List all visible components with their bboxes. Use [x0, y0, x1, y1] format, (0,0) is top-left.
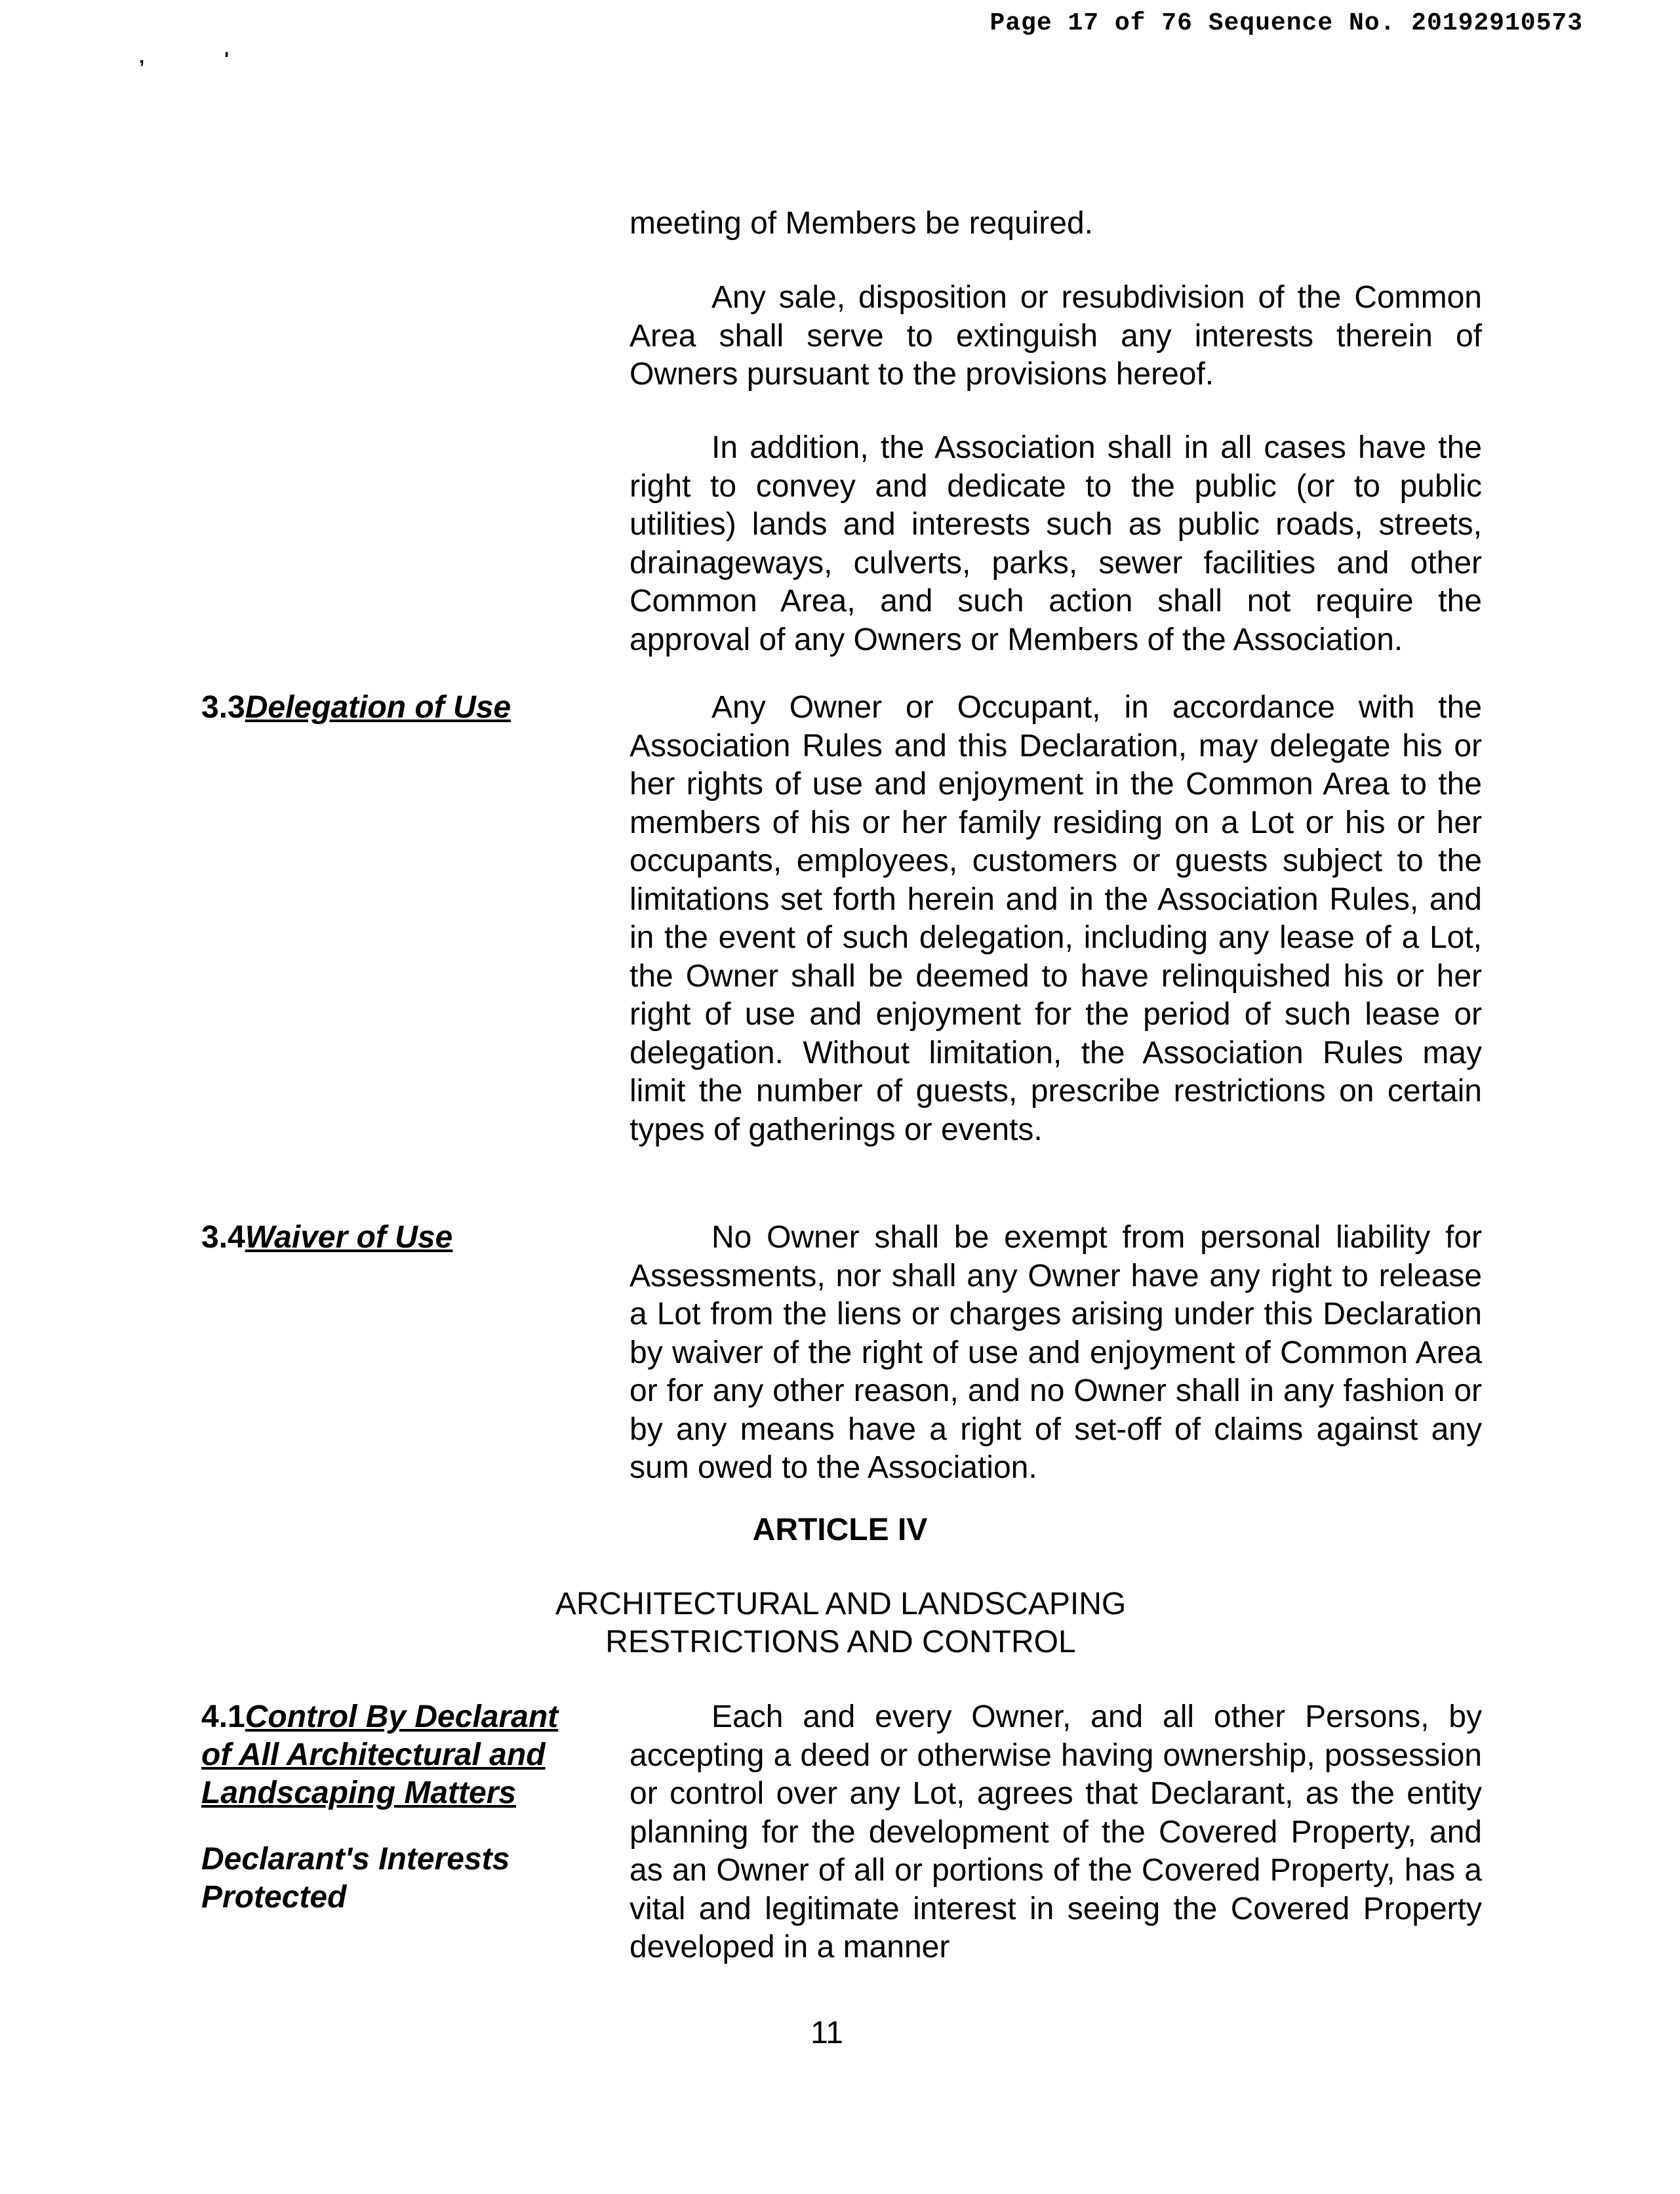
section-3-3-heading — [201, 689, 511, 727]
paragraph-conveyance-rights: In addition, the Association shall in all cases have the right to convey and dedicate to the public (or to public utilities) lands and interests such as public roads, streets, drainageways, culverts, parks, sewer facilities and other Common Area, and such action shall not require the approval of any Owners or Members of the Association. — [630, 430, 1482, 657]
section-title-line1: Control By Declarant — [245, 1699, 559, 1734]
paragraph-common-area-sale: Any sale, disposition or resubdivision of the Common Area shall serve to extinguish any interests therein of Owners pursuant to the provisions hereof. — [630, 280, 1482, 392]
scan-speck: ' — [224, 49, 230, 70]
section-title: Delegation of Use — [245, 690, 511, 725]
section-title-line3: Landscaping Matters — [201, 1776, 517, 1810]
section-3-4-heading — [201, 1219, 452, 1257]
page-number: 11 — [810, 2016, 843, 2050]
paragraph-delegation-of-use: Any Owner or Occupant, in accordance with the Association Rules and this Declaration, may delegate his or her rights of use and enjoyment in the Common Area to the members of his or her family residing on a Lot or his or her occupants, employees, customers or guests subject to the limitations set forth herein and in the Association Rules, and in the event of such delegation, including any lease of a Lot, the Owner shall be deemed to have relinquished his or her right of use and enjoyment for the period of such lease or delegation. Without limitation, the Association Rules may limit the number of guests, prescribe restrictions on certain types of gatherings or events. — [630, 690, 1482, 1147]
article-subtitle-line1: ARCHITECTURAL AND LANDSCAPING — [555, 1587, 1127, 1621]
section-title-line2: of All Architectural and — [201, 1737, 546, 1772]
page-sequence-header: Page 17 of 76 Sequence No. 20192910573 — [990, 9, 1583, 37]
article-heading: ARTICLE IV — [752, 1513, 928, 1547]
subheading-line1: Declarant's Interests — [201, 1842, 510, 1877]
section-number: 3.3 — [201, 690, 245, 725]
article-subtitle-line2: RESTRICTIONS AND CONTROL — [605, 1625, 1076, 1659]
section-4-1-heading — [201, 1698, 558, 1812]
paragraph-declarant-control: Each and every Owner, and all other Persons, by accepting a deed or otherwise having ownership, possession or control over any Lot, agrees that Declarant, as the entity planning for the development of the Covered Property, and as an Owner of all or portions of the Covered Property, has a vital and legitimate interest in seeing the Covered Property developed in a manner — [630, 1699, 1482, 1964]
scan-speck: , — [139, 46, 145, 68]
section-title: Waiver of Use — [245, 1220, 453, 1255]
paragraph-meeting-continuation: meeting of Members be required. — [630, 206, 1094, 241]
paragraph-waiver-of-use: No Owner shall be exempt from personal liability for Assessments, nor shall any Owner have any right to release a Lot from the liens or charges arising under this Declaration by waiver of the right of use and enjoyment of Common Area or for any other reason, and no Owner shall in any fashion or by any means have a right of set-off of claims against any sum owed to the Association. — [630, 1220, 1482, 1485]
section-number: 3.4 — [201, 1220, 245, 1255]
section-number: 4.1 — [201, 1699, 245, 1734]
subheading-line2: Protected — [201, 1880, 347, 1915]
section-4-1-subheading — [201, 1840, 510, 1917]
